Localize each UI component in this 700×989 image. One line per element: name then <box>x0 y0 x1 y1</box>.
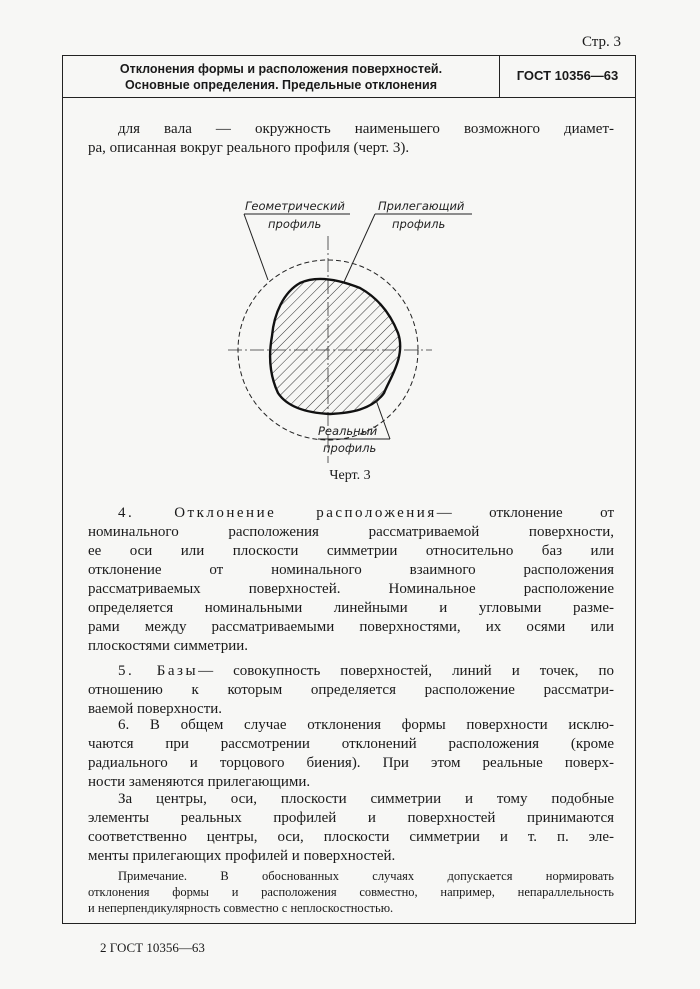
section-6 <box>88 716 614 792</box>
document-header <box>62 55 636 98</box>
leader-adjacent <box>344 214 375 282</box>
section-5-line-3: ваемой поверхности. <box>88 701 223 717</box>
section-4-line-6: определяется номинальными линейными и угловыми разме- <box>88 600 614 616</box>
label-adjacent-line2: профиль <box>392 217 446 231</box>
label-geometric-line1: Геометрический <box>245 199 345 213</box>
section-5-line-2: отношению к которым определяется расположение рассматри- <box>88 682 614 698</box>
section-6b-line-3: соответственно центры, оси, плоскости симметрии и т. п. эле- <box>88 829 614 845</box>
section-4-line-3: ее оси или плоскости симметрии относительно баз или <box>88 543 614 559</box>
header-standard-code: ГОСТ 10356—63 <box>516 68 619 83</box>
section-6-line-3: радиального и торцового биения). При этом реальные поверх- <box>88 755 614 771</box>
leader-real <box>376 400 390 439</box>
section-4-term: 4. Отклонение расположения <box>118 505 437 521</box>
section-4-line-1 <box>88 504 614 523</box>
note-line-1: Примечание. В обоснованных случаях допускается нормировать <box>118 869 614 883</box>
section-6b-line-4: менты прилегающих профилей и поверхностей. <box>88 848 396 864</box>
intro-line-1: для вала — окружность наименьшего возможного диамет- <box>118 121 614 137</box>
section-5-line-1 <box>88 662 614 681</box>
note-line-3: и неперпендикулярность совместно с неплоскостностью. <box>88 901 394 915</box>
section-6b-line-1: За центры, оси, плоскости симметрии и тому подобные <box>118 791 614 807</box>
label-adjacent-line1: Прилегающий <box>378 199 465 213</box>
figure-caption: Черт. 3 <box>329 468 371 483</box>
label-geometric-line2: профиль <box>268 217 322 231</box>
section-6b-line-2: элементы реальных профилей и поверхностей принимаются <box>88 810 614 826</box>
real-profile-shape <box>270 279 400 414</box>
section-6-continued <box>88 790 614 866</box>
figure-profiles-diagram <box>200 188 500 488</box>
section-4-line-5: рассматриваемых поверхностей. Номинальное расположение <box>88 581 614 597</box>
section-4-line-7: рами между рассматриваемыми поверхностями, их осями или <box>88 619 614 635</box>
section-4-line-4: отклонение от номинального взаимного расположения <box>88 562 614 578</box>
note <box>88 868 614 916</box>
section-4 <box>88 504 614 656</box>
page-number: Стр. 3 <box>582 34 622 50</box>
header-title-line-2: Основные определения. Предельные отклонения <box>124 78 438 92</box>
section-4-line-8: плоскостями симметрии. <box>88 638 248 654</box>
intro-line-2: ра, описанная вокруг реального профиля (черт. 3). <box>88 140 410 156</box>
label-real-line2: профиль <box>323 441 377 455</box>
header-title <box>63 61 499 93</box>
label-real-line1: Реальный <box>318 424 378 438</box>
note-line-2: отклонения формы и расположения совместно, например, непараллельность <box>88 885 614 899</box>
leader-geometric <box>244 214 268 280</box>
intro-paragraph <box>88 120 614 158</box>
section-5 <box>88 662 614 719</box>
section-5-line-1-text: — совокупность поверхностей, линий и точек, по <box>198 663 615 679</box>
section-4-line-2: номинального расположения рассматриваемой поверхности, <box>88 524 614 540</box>
section-6-line-2: чаются при рассмотрении отклонений расположения (кроме <box>88 736 614 752</box>
section-6-line-4: ности заменяются прилегающими. <box>88 774 311 790</box>
header-title-line-1: Отклонения формы и расположения поверхностей. <box>119 62 443 76</box>
section-6-line-1: 6. В общем случае отклонения формы поверхности исклю- <box>118 717 614 733</box>
section-5-term: 5. Базы <box>118 663 199 679</box>
section-4-line-1-text: — отклонение от <box>436 505 615 521</box>
footer-page-label: 2 ГОСТ 10356—63 <box>100 940 205 955</box>
